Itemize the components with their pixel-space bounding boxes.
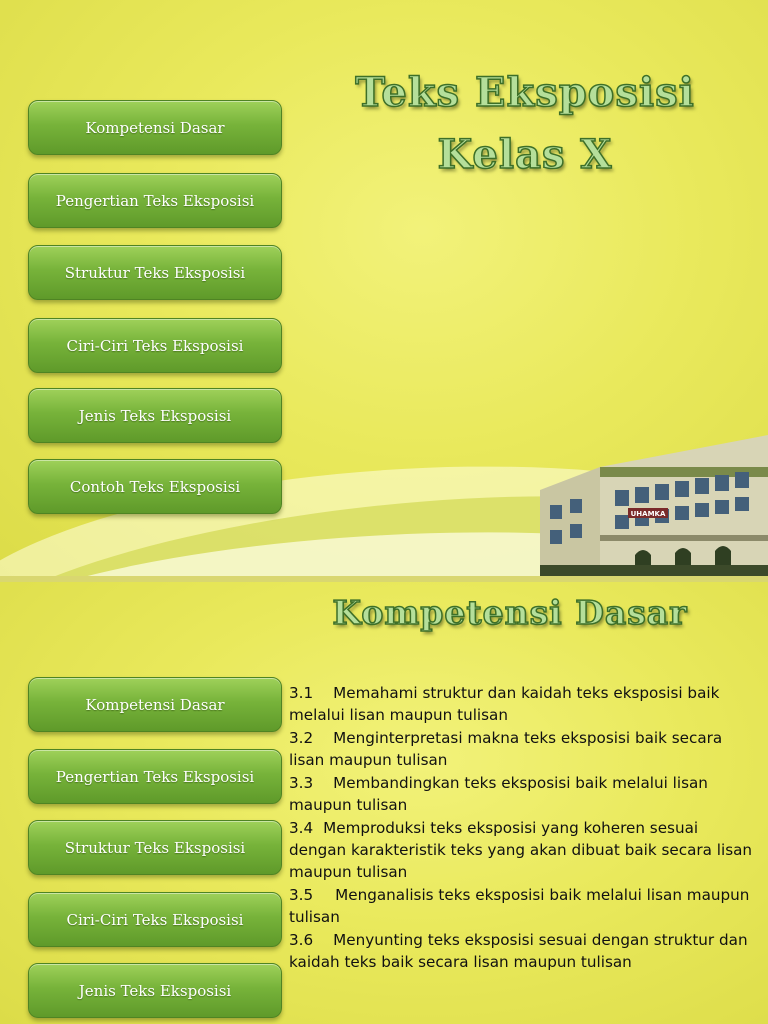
menu-button-pengertian[interactable]: Pengertian Teks Eksposisi: [28, 173, 282, 228]
title-line-1: Teks Eksposisi: [355, 69, 695, 116]
competency-number: 3.3: [289, 774, 314, 792]
competency-item: [289, 817, 759, 883]
menu-button-jenis[interactable]: Jenis Teks Eksposisi: [28, 388, 282, 443]
competency-item: [289, 727, 759, 771]
slide-title: [330, 62, 720, 186]
menu-button-ciri-ciri[interactable]: Ciri-Ciri Teks Eksposisi: [28, 892, 282, 947]
menu-button-contoh[interactable]: Contoh Teks Eksposisi: [28, 459, 282, 514]
campus-building-illustration: [540, 395, 768, 576]
slide-title: Kompetensi Dasar: [332, 593, 688, 632]
competency-number: 3.6: [289, 931, 314, 949]
competency-number: 3.5: [289, 886, 314, 904]
competency-text: Memproduksi teks eksposisi yang koheren sesuai dengan karakteristik teks yang akan dibuat baik secara lisan maupun tulisan: [289, 819, 753, 881]
menu-button-struktur[interactable]: Struktur Teks Eksposisi: [28, 245, 282, 300]
menu-button-struktur[interactable]: Struktur Teks Eksposisi: [28, 820, 282, 875]
competency-item: [289, 929, 759, 973]
title-line-2: Kelas X: [437, 131, 613, 178]
competency-number: 3.1: [289, 684, 314, 702]
building-sign: UHAMKA: [630, 510, 666, 518]
menu-button-pengertian[interactable]: Pengertian Teks Eksposisi: [28, 749, 282, 804]
competency-item: [289, 772, 759, 816]
menu-button-kompetensi-dasar[interactable]: Kompetensi Dasar: [28, 677, 282, 732]
menu-button-jenis[interactable]: Jenis Teks Eksposisi: [28, 963, 282, 1018]
competency-item: [289, 682, 759, 726]
competency-number: 3.2: [289, 729, 314, 747]
competency-slide: [0, 582, 768, 1024]
competency-text: Menginterpretasi makna teks eksposisi baik secara lisan maupun tulisan: [289, 729, 723, 769]
competency-number: 3.4: [289, 819, 314, 837]
menu-button-ciri-ciri[interactable]: Ciri-Ciri Teks Eksposisi: [28, 318, 282, 373]
competency-text: Menyunting teks eksposisi sesuai dengan struktur dan kaidah teks baik secara lisan maupun tulisan: [289, 931, 748, 971]
competency-item: [289, 884, 759, 928]
competency-text: Memahami struktur dan kaidah teks eksposisi baik melalui lisan maupun tulisan: [289, 684, 720, 724]
competency-text: Membandingkan teks eksposisi baik melalui lisan maupun tulisan: [289, 774, 708, 814]
competency-text: Menganalisis teks eksposisi baik melalui lisan maupun tulisan: [289, 886, 750, 926]
competency-list: [289, 682, 759, 974]
menu-button-kompetensi-dasar[interactable]: Kompetensi Dasar: [28, 100, 282, 155]
